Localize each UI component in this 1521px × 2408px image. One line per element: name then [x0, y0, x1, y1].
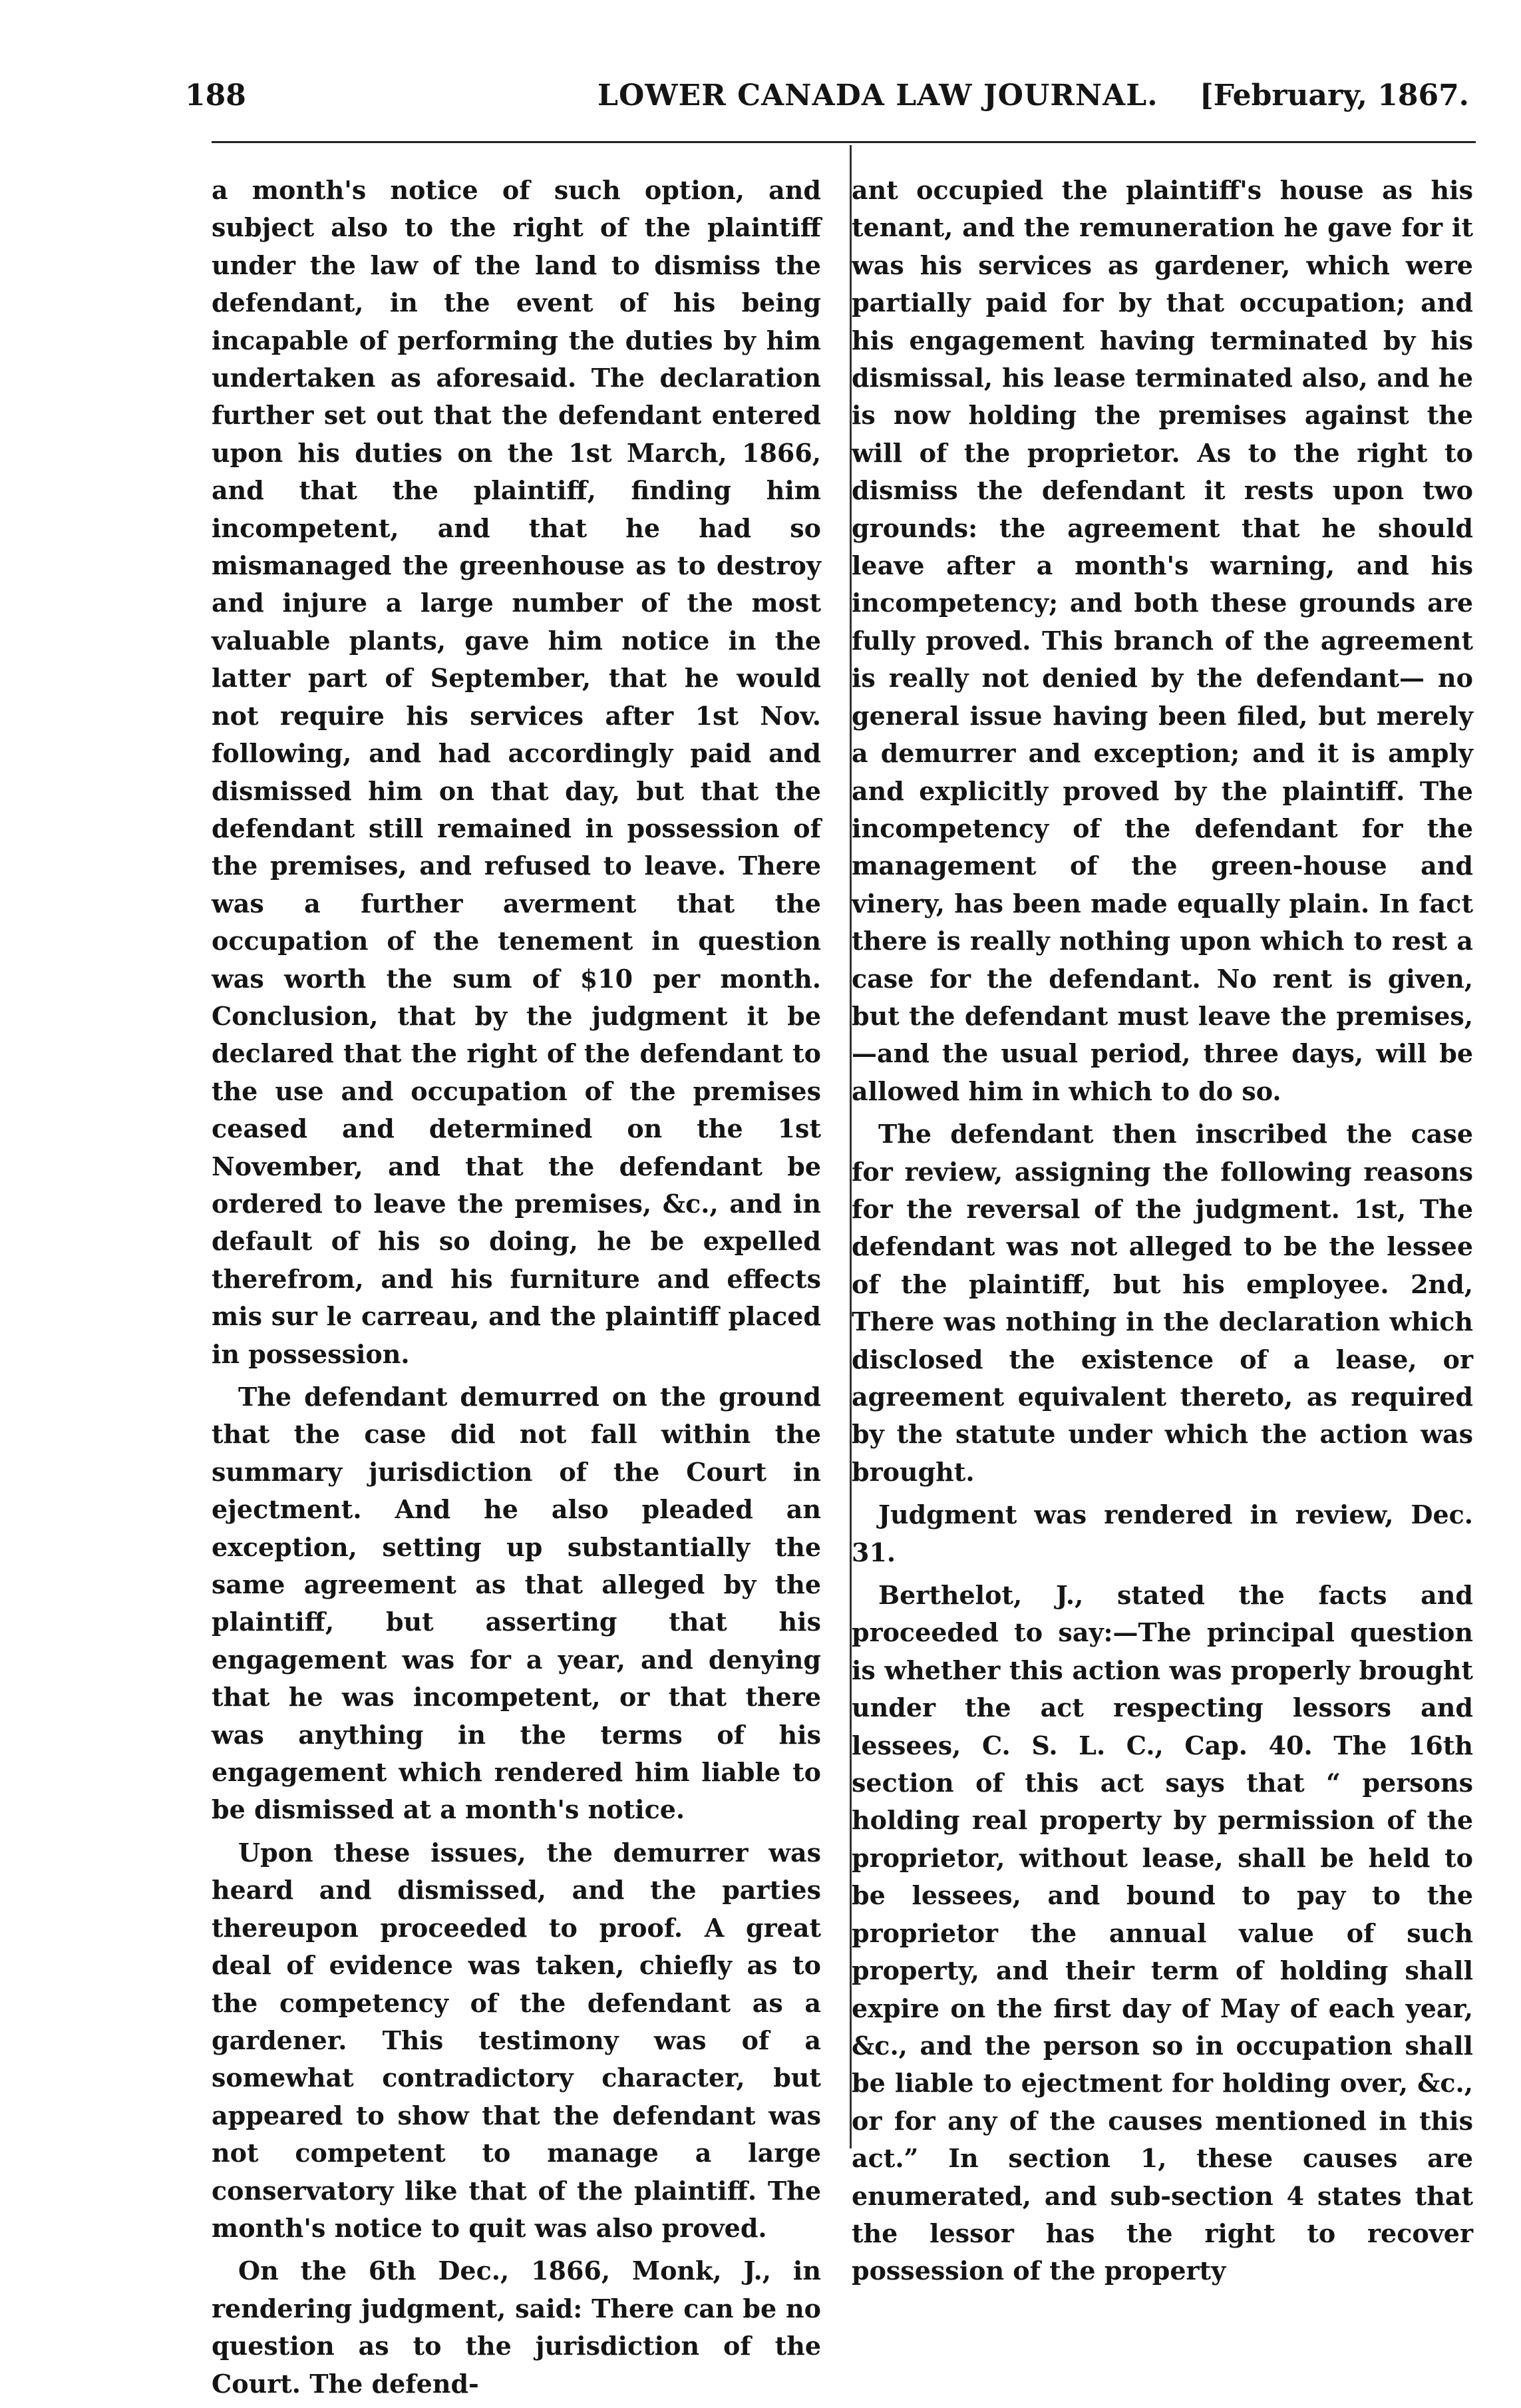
left-paragraph-1: a month's notice of such option, and subject also to the right of the plaintiff under the law of the land to dismiss the defendant, in the event of his being incapable of performing the duties by him undertaken as aforesaid. The declaration further set out that the defendant entered upon his duties on the 1st March, 1866, and that the plaintiff, finding him incompetent, and that he had so mismanaged the greenhouse as to destroy and injure a large number of the most valuable plants, gave him notice in the latter part of September, that he would not require his services after 1st Nov. following, and had accordingly paid and dismissed him on that day, but that the defendant still remained in possession of the premises, and refused to leave. There was a further averment that the occupation of the tenement in question was worth the sum of $10 per month. Conclusion, that by the judgment it be declared that the right of the defendant to the use and occupation of the premises ceased and determined on the 1st November, and that the defendant be ordered to leave the premises, &c., and in default of his so doing, he be expelled therefrom, and his furniture and effects mis sur le carreau, and the plaintiff placed in possession. — [212, 175, 821, 1369]
journal-title: LOWER CANADA LAW JOURNAL. — [597, 79, 1158, 112]
right-column — [852, 172, 1473, 2296]
left-paragraph-2: The defendant demurred on the ground that the case did not fall within the summary jurisdiction of the Court in ejectment. And he also pleaded an exception, setting up substantially the same agreement as that alleged by the plaintiff, but asserting that his engagement was for a year, and denying that he was incompetent, or that there was anything in the terms of his engagement which rendered him liable to be dismissed at a month's notice. — [212, 1382, 821, 1825]
page-header — [185, 71, 1476, 124]
right-paragraph-2: The defendant then inscribed the case for review, assigning the following reasons for the reversal of the judgment. 1st, The defendant was not alleged to be the lessee of the plaintiff, but his employee. 2nd, There was nothing in the declaration which disclosed the existence of a lease, or agreement equivalent thereto, as required by the statute under which the action was brought. — [852, 1119, 1473, 1487]
issue-date: [February, 1867. — [1199, 79, 1469, 112]
page-number: 188 — [185, 79, 246, 112]
right-paragraph-4: Berthelot, J., stated the facts and proceeded to say:—The principal question is whether this action was properly brought under the act respecting lessors and lessees, C. S. L. C., Cap. 40. The 16th section of this act says that “ persons holding real property by permission of the proprietor, without lease, shall be held to be lessees, and bound to pay to the proprietor the annual value of such property, and their term of holding shall expire on the first day of May of each year, &c., and the person so in occupation shall be liable to ejectment for holding over, &c., or for any of the causes mentioned in this act.” In section 1, these causes are enumerated, and sub-section 4 states that the lessor has the right to recover possession of the property — [852, 1580, 1473, 2286]
left-column — [212, 172, 821, 2408]
left-paragraph-3: Upon these issues, the demurrer was heard and dismissed, and the parties thereupon proceeded to proof. A great deal of evidence was taken, chiefly as to the competency of the defendant as a gardener. This testimony was of a somewhat contradictory character, but appeared to show that the defendant was not competent to manage a large conservatory like that of the plaintiff. The month's notice to quit was also proved. — [212, 1837, 821, 2243]
right-paragraph-1: ant occupied the plaintiff's house as his tenant, and the remuneration he gave for it was his services as gardener, which were partially paid for by that occupation; and his engagement having terminated by his dismissal, his lease terminated also, and he is now holding the premises against the will of the proprietor. As to the right to dismiss the defendant it rests upon two grounds: the agreement that he should leave after a month's warning, and his incompetency; and both these grounds are fully proved. This branch of the agreement is really not denied by the defendant— no general issue having been filed, but merely a demurrer and exception; and it is amply and explicitly proved by the plaintiff. The incompetency of the defendant for the management of the green-house and vinery, has been made equally plain. In fact there is really nothing upon which to rest a case for the defendant. No rent is given, but the defendant must leave the premises,—and the usual period, three days, will be allowed him in which to do so. — [852, 175, 1473, 1106]
right-paragraph-3: Judgment was rendered in review, Dec. 31. — [852, 1500, 1473, 1567]
header-rule — [212, 141, 1476, 143]
left-paragraph-4: On the 6th Dec., 1866, Monk, J., in rendering judgment, said: There can be no question as to the jurisdiction of the Court. The defend- — [212, 2256, 821, 2399]
